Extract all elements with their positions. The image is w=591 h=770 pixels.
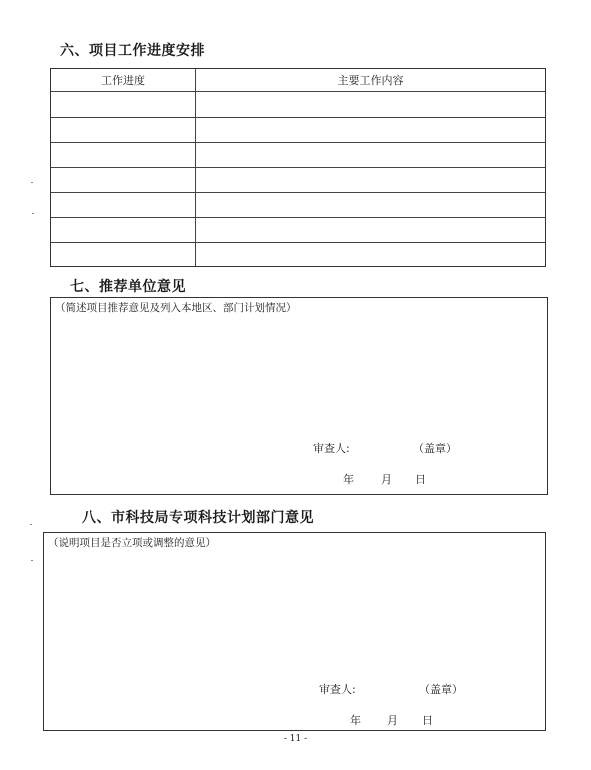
table-cell-progress[interactable] — [51, 118, 196, 142]
progress-table — [50, 68, 546, 267]
tech-bureau-hint: （说明项目是否立项或调整的意见） — [48, 537, 216, 549]
table-header-row — [51, 69, 545, 92]
day-label: 日 — [415, 473, 426, 486]
recommending-unit-opinion-box[interactable] — [50, 297, 548, 495]
scan-speck — [31, 182, 33, 183]
table-cell-content[interactable] — [196, 118, 545, 142]
recommending-unit-hint: （简述项目推荐意见及列入本地区、部门计划情况） — [55, 302, 297, 314]
table-cell-progress[interactable] — [51, 92, 196, 117]
reviewer-label: 审查人: — [319, 683, 356, 696]
seal-label: （盖章） — [413, 442, 457, 455]
table-cell-content[interactable] — [196, 143, 545, 167]
table-row — [51, 143, 545, 168]
seal-label: （盖章） — [419, 683, 463, 696]
tech-bureau-opinion-box[interactable] — [43, 532, 546, 731]
table-row — [51, 193, 545, 218]
table-row — [51, 243, 545, 266]
scan-speck — [32, 213, 34, 214]
table-row — [51, 92, 545, 118]
table-row — [51, 118, 545, 143]
year-label: 年 — [350, 714, 361, 727]
table-cell-content[interactable] — [196, 218, 545, 242]
scan-speck — [31, 560, 33, 561]
month-label: 月 — [387, 714, 398, 727]
year-label: 年 — [343, 473, 354, 486]
section-8-title: 八、市科技局专项科技计划部门意见 — [82, 510, 314, 526]
table-cell-content[interactable] — [196, 243, 545, 266]
table-cell-content[interactable] — [196, 92, 545, 117]
month-label: 月 — [381, 473, 392, 486]
table-row — [51, 218, 545, 243]
reviewer-label: 审查人: — [313, 442, 350, 455]
table-cell-progress[interactable] — [51, 193, 196, 217]
table-cell-progress[interactable] — [51, 243, 196, 266]
day-label: 日 — [422, 714, 433, 727]
page-number: - 11 - — [283, 734, 308, 744]
scan-speck — [30, 524, 32, 525]
section-7-title: 七、推荐单位意见 — [70, 279, 186, 295]
table-header-content: 主要工作内容 — [337, 74, 404, 87]
table-cell-content[interactable] — [196, 168, 545, 192]
table-row — [51, 168, 545, 193]
section-6-title: 六、项目工作进度安排 — [60, 43, 205, 59]
table-cell-progress[interactable] — [51, 168, 196, 192]
table-header-progress: 工作进度 — [101, 74, 145, 87]
table-cell-progress[interactable] — [51, 143, 196, 167]
table-cell-progress[interactable] — [51, 218, 196, 242]
table-cell-content[interactable] — [196, 193, 545, 217]
